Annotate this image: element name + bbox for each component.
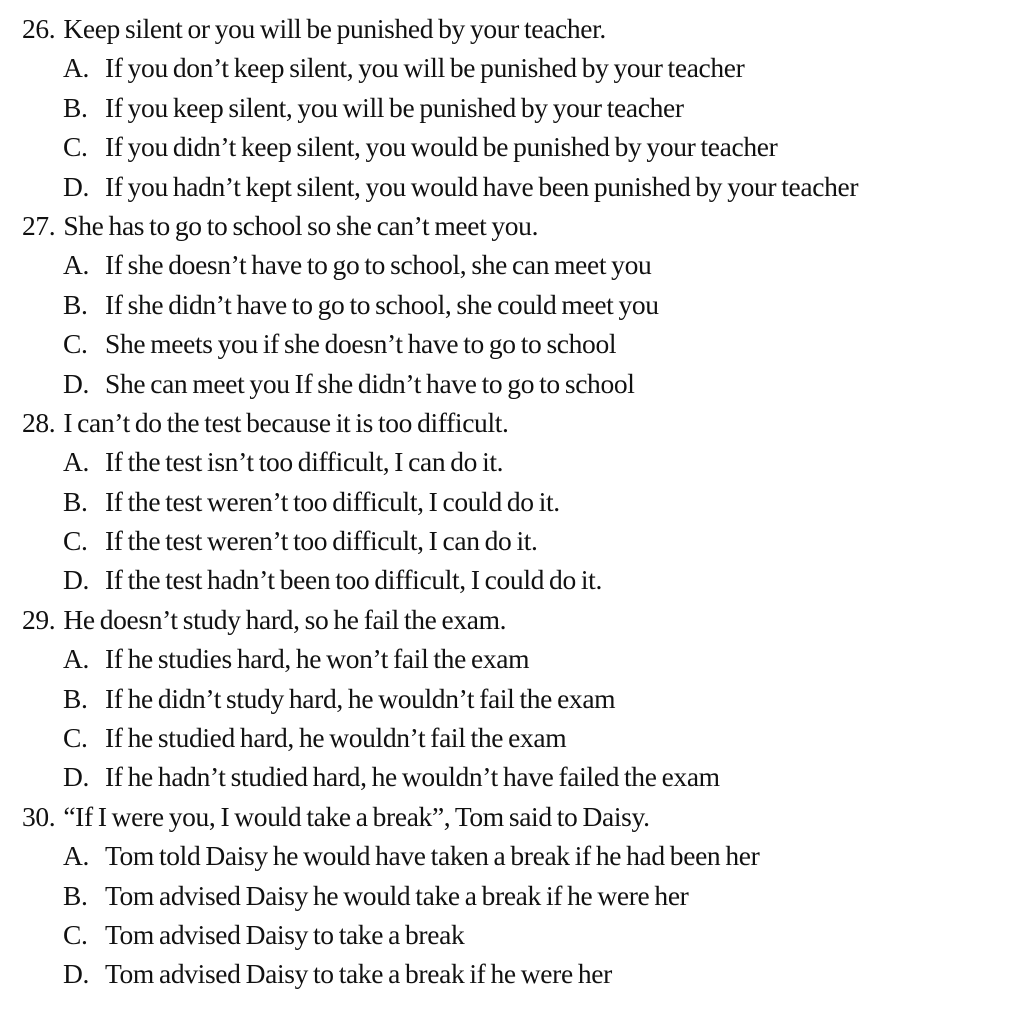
question-number: 29. <box>22 603 56 635</box>
option-text: Tom advised Daisy he would take a break if he were her <box>105 879 689 911</box>
option-text: If she didn’t have to go to school, she could meet you <box>105 288 659 320</box>
option-letter: A. <box>63 643 90 675</box>
option-text: If you don’t keep silent, you will be punished by your teacher <box>105 52 745 84</box>
question-text: “If I were you, I would take a break”, Tom said to Daisy. <box>63 800 650 832</box>
option-a <box>0 836 1024 875</box>
question-number: 27. <box>22 209 56 241</box>
option-text: If the test weren’t too difficult, I can do it. <box>105 525 538 557</box>
option-text: If the test hadn’t been too difficult, I could do it. <box>105 564 602 596</box>
option-c <box>0 127 1024 166</box>
option-text: If the test isn’t too difficult, I can do it. <box>105 446 504 478</box>
option-text: Tom advised Daisy to take a break <box>105 918 465 950</box>
option-letter: B. <box>63 485 88 517</box>
option-text: She meets you if she doesn’t have to go to school <box>105 328 617 360</box>
option-letter: C. <box>63 722 88 754</box>
option-letter: D. <box>63 958 90 990</box>
option-letter: C. <box>63 525 88 557</box>
option-letter: D. <box>63 564 90 596</box>
exercise-page <box>0 9 1024 994</box>
option-letter: B. <box>63 879 88 911</box>
question-number: 28. <box>22 406 56 438</box>
option-d <box>0 954 1024 993</box>
option-b <box>0 88 1024 127</box>
option-letter: D. <box>63 170 90 202</box>
question-stem <box>0 9 1024 48</box>
option-a <box>0 48 1024 87</box>
option-c <box>0 915 1024 954</box>
option-letter: A. <box>63 52 90 84</box>
option-text: If you didn’t keep silent, you would be punished by your teacher <box>105 131 778 163</box>
option-text: If she doesn’t have to go to school, she can meet you <box>105 249 652 281</box>
question-26 <box>0 9 1024 206</box>
option-letter: A. <box>63 446 90 478</box>
option-text: If the test weren’t too difficult, I could do it. <box>105 485 560 517</box>
option-a <box>0 639 1024 678</box>
option-text: If he hadn’t studied hard, he wouldn’t have failed the exam <box>105 761 720 793</box>
question-text: Keep silent or you will be punished by your teacher. <box>63 13 606 44</box>
option-letter: D. <box>63 367 90 399</box>
option-d <box>0 757 1024 796</box>
question-number: 30. <box>22 800 56 832</box>
option-c <box>0 324 1024 363</box>
question-text: He doesn’t study hard, so he fail the exam. <box>63 603 507 635</box>
question-stem <box>0 797 1024 836</box>
option-text: If he studies hard, he won’t fail the exam <box>105 643 530 675</box>
question-30 <box>0 797 1024 994</box>
question-stem <box>0 403 1024 442</box>
option-text: If he studied hard, he wouldn’t fail the exam <box>105 722 567 754</box>
option-b <box>0 679 1024 718</box>
option-b <box>0 876 1024 915</box>
option-letter: B. <box>63 288 88 320</box>
question-27 <box>0 206 1024 403</box>
question-stem <box>0 600 1024 639</box>
option-letter: C. <box>63 328 88 360</box>
option-text: Tom advised Daisy to take a break if he were her <box>105 958 612 990</box>
option-letter: A. <box>63 840 90 872</box>
option-d <box>0 560 1024 599</box>
option-a <box>0 442 1024 481</box>
option-a <box>0 245 1024 284</box>
question-29 <box>0 600 1024 797</box>
option-d <box>0 167 1024 206</box>
question-text: She has to go to school so she can’t meet you. <box>63 209 539 241</box>
option-letter: C. <box>63 918 88 950</box>
question-number: 26. <box>22 13 56 44</box>
option-b <box>0 285 1024 324</box>
option-c <box>0 521 1024 560</box>
option-text: If you keep silent, you will be punished by your teacher <box>105 91 684 123</box>
option-letter: A. <box>63 249 90 281</box>
option-c <box>0 718 1024 757</box>
option-letter: B. <box>63 91 88 123</box>
option-text: If he didn’t study hard, he wouldn’t fail the exam <box>105 682 616 714</box>
question-text: I can’t do the test because it is too difficult. <box>63 406 509 438</box>
question-28 <box>0 403 1024 600</box>
option-b <box>0 482 1024 521</box>
option-text: If you hadn’t kept silent, you would have been punished by your teacher <box>105 170 859 202</box>
option-letter: B. <box>63 682 88 714</box>
option-letter: C. <box>63 131 88 163</box>
option-text: Tom told Daisy he would have taken a break if he had been her <box>105 840 760 872</box>
option-letter: D. <box>63 761 90 793</box>
question-stem <box>0 206 1024 245</box>
option-d <box>0 364 1024 403</box>
option-text: She can meet you If she didn’t have to go to school <box>105 367 635 399</box>
